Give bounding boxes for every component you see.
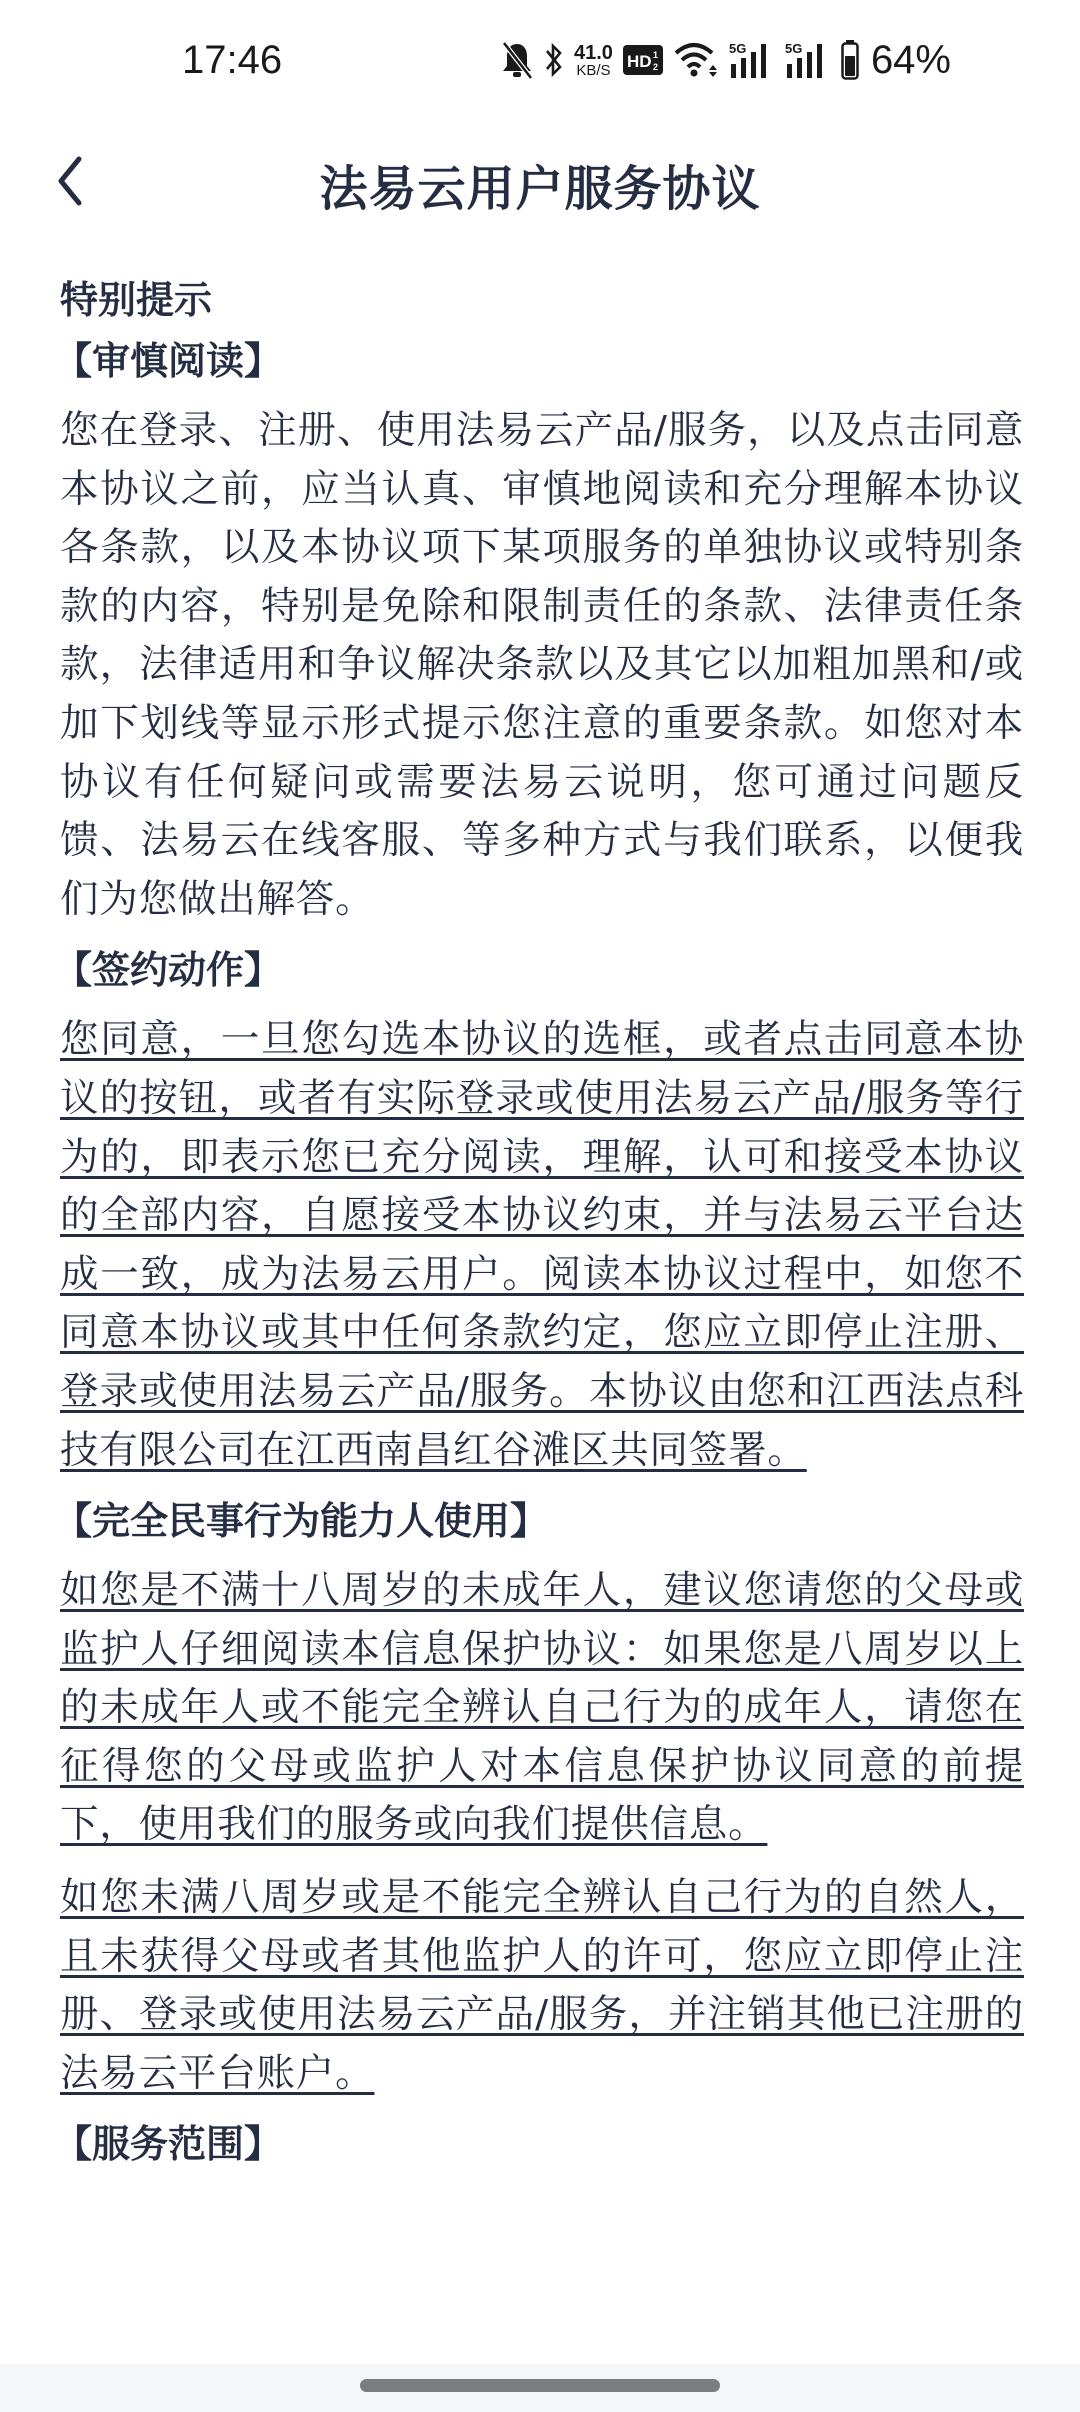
- hd-voice-icon: [623, 45, 663, 75]
- paragraph-careful-reading: 您在登录、注册、使用法易云产品/服务，以及点击同意本协议之前，应当认真、审慎地阅读和充分理解本协议各条款，以及本协议项下某项服务的单独协议或特别条款的内容，特别是免除和限制责任的条款、法律责任条款，法律适用和争议解决条款以及其它以加粗加黑和/或加下划线等显示形式提示您注意的重要条款。如您对本协议有任何疑问或需要法易云说明，您可通过问题反馈、法易云在线客服、等多种方式与我们联系，以便我们为您做出解答。: [60, 408, 1024, 922]
- battery-icon: [841, 40, 859, 80]
- gesture-nav-bar: [0, 2364, 1080, 2412]
- bluetooth-icon: [544, 41, 564, 79]
- bell-muted-icon: [500, 40, 534, 80]
- section-title: 特别提示: [60, 278, 213, 322]
- heading-service-scope: 【服务范围】: [54, 2122, 283, 2167]
- signal-5g-icon-2: [785, 40, 831, 80]
- status-icons: [500, 36, 951, 84]
- heading-full-capacity: 【完全民事行为能力人使用】: [54, 1499, 549, 1544]
- svg-text:HD: HD: [626, 52, 652, 71]
- status-bar: [0, 0, 1080, 120]
- nav-header: [0, 130, 1080, 240]
- paragraph-under-eight: 如您未满八周岁或是不能完全辨认自己行为的自然人，且未获得父母或者其他监护人的许可，您应立即停止注册、登录或使用法易云产品/服务，并注销其他已注册的法易云平台账户。: [60, 1875, 1024, 2096]
- agreement-content[interactable]: [54, 270, 1024, 2175]
- svg-text:5G: 5G: [728, 41, 747, 56]
- heading-signing-action: 【签约动作】: [54, 948, 283, 993]
- svg-text:1: 1: [652, 50, 658, 60]
- wifi-icon: [673, 41, 719, 79]
- page-title: 法易云用户服务协议: [319, 161, 761, 217]
- signal-5g-icon: [729, 40, 775, 80]
- network-speed: 41.0 KB/S: [574, 41, 613, 79]
- svg-text:5G: 5G: [784, 41, 803, 56]
- status-time: 17:46: [182, 38, 283, 82]
- svg-text:2: 2: [652, 62, 658, 72]
- paragraph-signing-action: 您同意，一旦您勾选本协议的选框，或者点击同意本协议的按钮，或者有实际登录或使用法易云产品/服务等行为的，即表示您已充分阅读，理解，认可和接受本协议的全部内容，自愿接受本协议约束，并与法易云平台达成一致，成为法易云用户。阅读本协议过程中，如您不同意本协议或其中任何条款约定，您应立即停止注册、登录或使用法易云产品/服务。本协议由您和江西法点科技有限公司在江西南昌红谷滩区共同签署。: [60, 1017, 1024, 1473]
- battery-percent: 64%: [870, 37, 951, 82]
- heading-careful-reading: 【审慎阅读】: [54, 339, 283, 383]
- home-gesture-handle[interactable]: [360, 2379, 720, 2392]
- paragraph-minors-guidance: 如您是不满十八周岁的未成年人，建议您请您的父母或监护人仔细阅读本信息保护协议：如果您是八周岁以上的未成年人或不能完全辨认自己行为的成年人，请您在征得您的父母或监护人对本信息保护协议同意的前提下，使用我们的服务或向我们提供信息。: [60, 1568, 1024, 1848]
